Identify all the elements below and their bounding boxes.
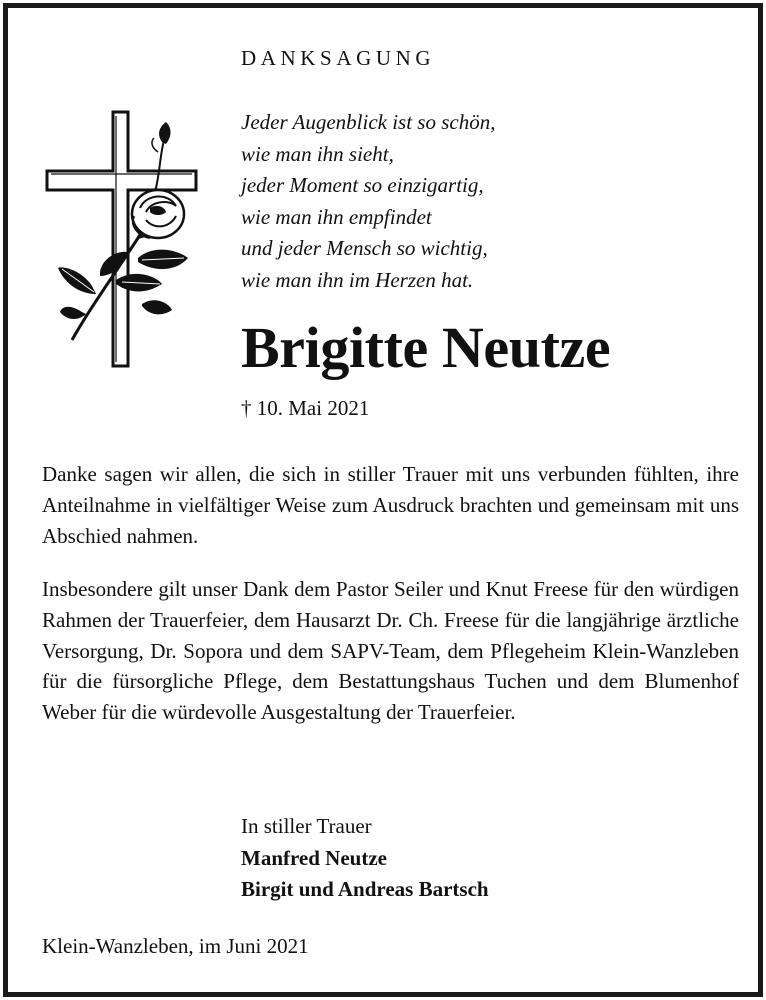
poem-line: wie man ihn sieht, bbox=[241, 141, 394, 166]
deceased-name: Brigitte Neutze bbox=[241, 315, 611, 380]
signoff-block bbox=[241, 811, 489, 906]
poem-line: wie man ihn im Herzen hat. bbox=[241, 267, 474, 292]
poem-line: jeder Moment so einzigartig, bbox=[241, 173, 484, 197]
memorial-poem bbox=[241, 107, 495, 296]
poem-line: Jeder Augenblick ist so schön, bbox=[241, 110, 496, 134]
special-thanks-paragraph: Insbesondere gilt unser Dank dem Pastor Seiler und Knut Freese für den würdigen Rahmen der Trauerfeier, dem Hausarzt Dr. Ch. Freese für die langjährige ärztliche Versorgung, Dr. Sopora und dem SAPV-Team, dem Pflegeheim Klein-Wanzleben für die fürsorgliche Pflege, dem Bestattungshaus Tuchen und dem Blumenhof Weber für die würdevolle Ausgestaltung der Trauerfeier. bbox=[42, 577, 739, 725]
notice-heading: DANKSAGUNG bbox=[241, 46, 436, 70]
obituary-notice bbox=[3, 3, 763, 997]
cross-with-rose-icon bbox=[42, 108, 202, 370]
place-and-date: Klein-Wanzleben, im Juni 2021 bbox=[42, 934, 309, 958]
death-date: † 10. Mai 2021 bbox=[241, 396, 370, 420]
signer-name: Manfred Neutze bbox=[241, 845, 387, 870]
signer-name: Birgit und Andreas Bartsch bbox=[241, 877, 489, 901]
poem-line: und jeder Mensch so wichtig, bbox=[241, 236, 488, 260]
thanks-paragraph: Danke sagen wir allen, die sich in stiller Trauer mit uns verbunden fühlten, ihre Anteilnahme in vielfältiger Weise zum Ausdruck brachten und gemeinsam mit uns Abschied nahmen. bbox=[42, 462, 739, 548]
signoff-intro: In stiller Trauer bbox=[241, 814, 372, 838]
poem-line: wie man ihn empfindet bbox=[241, 204, 432, 229]
